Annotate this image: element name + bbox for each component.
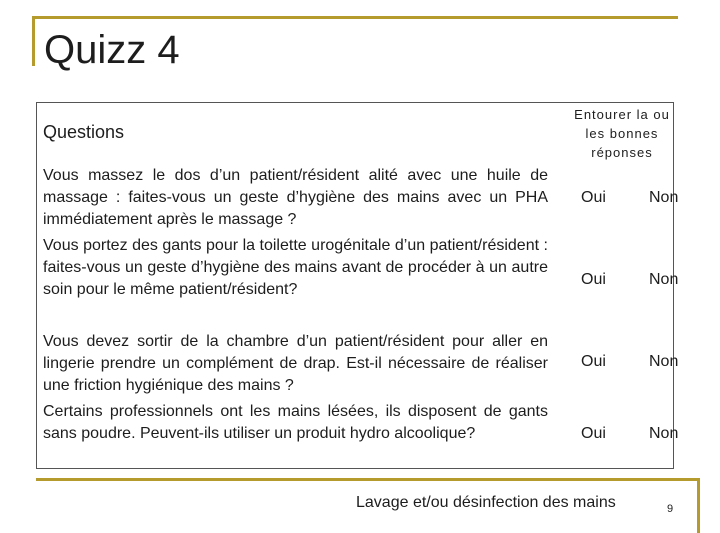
table-row — [37, 233, 679, 325]
question-text: Certains professionnels ont les mains lésées, ils disposent de gants sans poudre. Peuvent-ils utiliser un produit hydro alcoolique? — [43, 403, 548, 442]
footer-text: Lavage et/ou désinfection des mains — [356, 494, 616, 511]
answer-oui-option[interactable]: Oui — [581, 353, 606, 370]
answers-hint-header: Entourer la ou les bonnes réponses — [574, 107, 670, 160]
table-row — [37, 325, 679, 397]
answer-non-option[interactable]: Non — [649, 271, 679, 288]
answer-oui-option[interactable]: Oui — [581, 271, 606, 288]
question-text: Vous devez sortir de la chambre d’un patient/résident pour aller en lingerie prendre un complément de drap. Est-il nécessaire de réaliser une friction hygiénique des mains ? — [43, 333, 548, 394]
answer-non-option[interactable]: Non — [649, 189, 679, 206]
left-accent-rule — [32, 16, 35, 66]
questions-header: Questions — [43, 122, 125, 142]
question-text: Vous massez le dos d’un patient/résident alité avec une huile de massage : faites-vous un geste d’hygiène des mains avec un PHA immédiatement après le massage ? — [43, 167, 548, 228]
table-row — [37, 163, 679, 233]
answer-non-option[interactable]: Non — [649, 425, 679, 442]
page-number: 9 — [667, 503, 674, 515]
question-text: Vous portez des gants pour la toilette urogénitale d’un patient/résident : faites-vous un geste d’hygiène des mains avant de procéder à un autre soin pour le même patient/résident? — [43, 237, 548, 298]
top-accent-rule — [32, 16, 678, 19]
slide-title: Quizz 4 — [44, 28, 180, 72]
answer-oui-option[interactable]: Oui — [581, 425, 606, 442]
bottom-accent-rule — [36, 478, 700, 481]
table-row — [37, 399, 679, 469]
answer-non-option[interactable]: Non — [649, 353, 679, 370]
quiz-table — [36, 102, 679, 469]
answer-oui-option[interactable]: Oui — [581, 189, 606, 206]
right-accent-rule — [697, 478, 700, 533]
table-header-row — [37, 103, 673, 163]
